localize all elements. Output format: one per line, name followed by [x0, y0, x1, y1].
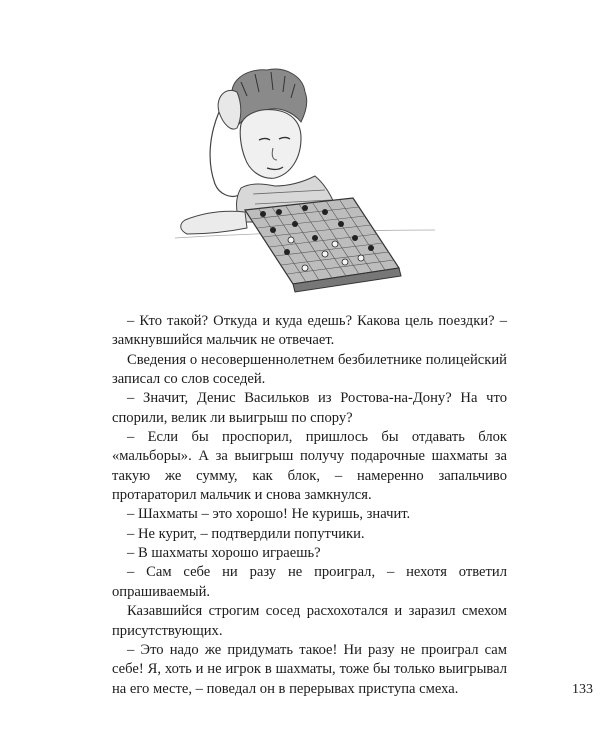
paragraph: – Это надо же придумать такое! Ни разу не проиграл сам себе! Я, хоть и не игрок в шахматы, тоже бы только выигрывал на его месте, – поведал он в перерывах приступа смеха.	[112, 641, 507, 697]
paragraph: – Если бы проспорил, пришлось бы отдавать блок «мальборы». А за выигрыш получу подарочные шахматы за такую же сумму, как блок, – намеренно запальчиво протараторил мальчик и снова замкнулся.	[112, 429, 507, 504]
boy-playing-chess-illustration	[175, 62, 435, 300]
page-number: 133	[572, 682, 593, 697]
body-text	[112, 312, 507, 699]
paragraph: – Не курит, – подтвердили попутчики.	[127, 525, 365, 542]
paragraph: – В шахматы хорошо играешь?	[127, 545, 321, 562]
paragraph: – Кто такой? Откуда и куда едешь? Какова цель поездки? – замкнувшийся мальчик не отвечает.	[112, 313, 507, 349]
paragraph: – Шахматы – это хорошо! Не куришь, значит.	[127, 506, 411, 523]
paragraph: – Значит, Денис Васильков из Ростова-на-Дону? На что спорили, велик ли выигрыш по спору?	[112, 390, 507, 426]
paragraph: – Сам себе ни разу не проиграл, – нехотя ответил опрашиваемый.	[112, 564, 507, 600]
paragraph: Казавшийся строгим сосед расхохотался и заразил смехом присутствующих.	[112, 603, 507, 639]
paragraph: Сведения о несовершеннолетнем безбилетнике полицейский записал со слов соседей.	[112, 351, 507, 388]
